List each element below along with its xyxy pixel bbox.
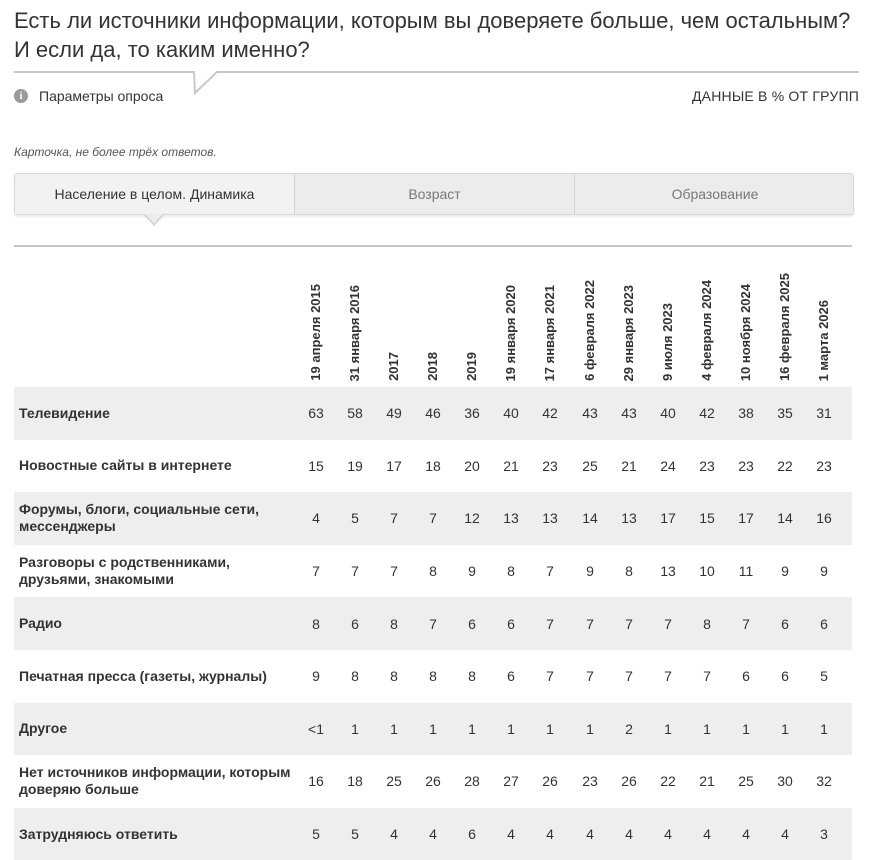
table-row [14,597,852,650]
table-cell: 1 [742,720,750,737]
table-cell: 21 [621,457,637,474]
table-cell: 36 [464,405,480,422]
table-cell: 21 [503,457,519,474]
row-label: Радио [19,615,62,632]
table-cell: 46 [425,405,441,422]
card-note: Карточка, не более трёх ответов. [14,145,217,159]
tab-education[interactable]: Образование [671,186,759,202]
table-row [14,440,852,493]
table-cell: 16 [816,510,832,527]
tab-age[interactable]: Возраст [295,174,575,214]
tab-population-dynamics[interactable]: Население в целом. Динамика [15,174,295,214]
row-label: Разговоры с родственниками, друзьями, знакомыми [19,554,230,588]
table-cell: 6 [781,615,789,632]
table-cell: 7 [429,510,437,527]
table-cell: 1 [468,720,476,737]
table-cell: 5 [820,668,828,685]
info-icon: i [14,89,28,103]
table-cell: 4 [742,826,750,843]
table-cell: 24 [660,457,676,474]
table-cell: 1 [507,720,515,737]
table-cell: 1 [664,720,672,737]
table-cell: 7 [703,668,711,685]
table-cell: 5 [351,510,359,527]
table-cell: 7 [546,668,554,685]
active-tab-pointer [145,214,163,224]
column-header: 19 января 2020 [503,284,518,381]
column-header: 19 апреля 2015 [308,284,323,381]
table-cell: 6 [468,615,476,632]
table-cell: 27 [503,773,519,790]
table-cell: 23 [699,457,715,474]
table-cell: 26 [542,773,558,790]
table-cell: 1 [781,720,789,737]
table-cell: 8 [468,668,476,685]
table-row [14,755,852,808]
table-cell: 7 [429,615,437,632]
table-cell: 25 [738,773,754,790]
row-label: Нет источников информации, которым доверяю больше [19,764,291,798]
survey-params-label: Параметры опроса [39,88,164,104]
table-cell: 4 [664,826,672,843]
column-header: 29 января 2023 [621,284,636,381]
table-cell: 20 [464,457,480,474]
units-label: ДАННЫЕ В % ОТ ГРУПП [692,88,859,104]
table-cell: 4 [703,826,711,843]
table-cell: 4 [312,510,320,527]
table-cell: 7 [625,668,633,685]
column-header: 4 февраля 2024 [699,280,714,381]
table-cell: 7 [546,615,554,632]
table-cell: 9 [820,563,828,580]
table-cell: 63 [308,405,324,422]
row-label: Другое [19,720,68,737]
column-header: 1 марта 2026 [816,299,831,381]
table-cell: 3 [820,826,828,843]
table-cell: 1 [351,720,359,737]
table-cell: 35 [777,405,793,422]
row-label: Печатная пресса (газеты, журналы) [19,667,267,684]
table-cell: 9 [468,563,476,580]
table-cell: 2 [625,720,633,737]
table-cell: 58 [347,405,363,422]
column-header: 9 июля 2023 [660,303,675,381]
table-cell: 14 [582,510,598,527]
table-cell: 17 [738,510,754,527]
table-cell: 43 [582,405,598,422]
table-cell: 7 [742,615,750,632]
table-cell: 9 [312,668,320,685]
table-cell: 8 [390,668,398,685]
table-cell: 23 [582,773,598,790]
table-cell: 7 [546,563,554,580]
table-cell: 5 [312,826,320,843]
table-cell: 1 [703,720,711,737]
table-cell: 10 [699,563,715,580]
callout-notch [193,71,219,95]
table-cell: 8 [625,563,633,580]
table-cell: 1 [390,720,398,737]
table-cell: 8 [429,668,437,685]
table-cell: 6 [781,668,789,685]
table-cell: 7 [312,563,320,580]
table-row [14,387,852,440]
table-cell: 19 [347,457,363,474]
table-cell: 18 [347,773,363,790]
table-cell: 16 [308,773,324,790]
table-cell: 26 [425,773,441,790]
table-cell: 15 [699,510,715,527]
table-cell: 8 [390,615,398,632]
table-cell: 30 [777,773,793,790]
table-row [14,545,852,598]
column-header: 2017 [386,352,401,381]
table-cell: <1 [308,720,324,737]
table-cell: 42 [542,405,558,422]
table-cell: 8 [351,668,359,685]
table-cell: 6 [351,615,359,632]
table-cell: 26 [621,773,637,790]
table-cell: 4 [586,826,594,843]
table-cell: 4 [781,826,789,843]
table-cell: 7 [390,563,398,580]
table-cell: 1 [546,720,554,737]
column-header: 16 февраля 2025 [777,272,792,381]
table-cell: 1 [820,720,828,737]
table-cell: 9 [781,563,789,580]
table-cell: 13 [621,510,637,527]
table-cell: 7 [625,615,633,632]
table-cell: 25 [386,773,402,790]
table-cell: 11 [738,563,754,580]
table-cell: 42 [699,405,715,422]
column-header: 2019 [464,352,479,381]
table-cell: 4 [390,826,398,843]
table-cell: 25 [582,457,598,474]
row-label: Телевидение [19,404,110,421]
table-cell: 6 [507,668,515,685]
table-cell: 4 [429,826,437,843]
table-cell: 14 [777,510,793,527]
table-cell: 6 [468,826,476,843]
table-cell: 7 [351,563,359,580]
table-cell: 6 [507,615,515,632]
table-cell: 6 [742,668,750,685]
table-row [14,703,852,756]
table-cell: 7 [586,615,594,632]
table-row [14,650,852,703]
table-cell: 7 [664,615,672,632]
table-cell: 1 [429,720,437,737]
table-cell: 17 [660,510,676,527]
table-cell: 7 [664,668,672,685]
column-header: 10 ноября 2024 [738,283,753,381]
table-cell: 9 [586,563,594,580]
table-row [14,492,852,545]
table-cell: 43 [621,405,637,422]
table-cell: 7 [586,668,594,685]
table-cell: 38 [738,405,754,422]
column-header: 2018 [425,352,440,381]
table-cell: 23 [542,457,558,474]
table-cell: 13 [660,563,676,580]
table-cell: 4 [507,826,515,843]
question-title: Есть ли источники информации, которым вы доверяете больше, чем остальным? И если да, то каким именно? [14,8,851,62]
table-cell: 8 [312,615,320,632]
table-cell: 40 [660,405,676,422]
table-cell: 8 [507,563,515,580]
tab-bar [14,173,854,215]
table-cell: 15 [308,457,324,474]
table-cell: 31 [816,405,832,422]
table-cell: 23 [816,457,832,474]
table-cell: 13 [542,510,558,527]
table-cell: 13 [503,510,519,527]
table-cell: 6 [820,615,828,632]
table-cell: 1 [586,720,594,737]
row-label: Затрудняюсь ответить [19,825,178,842]
column-header: 6 февраля 2022 [582,280,597,381]
table-top-divider [14,245,852,247]
table-cell: 23 [738,457,754,474]
row-label: Форумы, блоги, социальные сети, мессенджеры [19,501,260,535]
table-cell: 8 [429,563,437,580]
table-cell: 32 [816,773,832,790]
table-cell: 18 [425,457,441,474]
survey-params-link[interactable] [14,88,163,104]
table-cell: 8 [703,615,711,632]
column-header: 31 января 2016 [347,284,362,381]
title-divider [14,71,859,73]
table-row [14,808,852,860]
table-cell: 4 [546,826,554,843]
table-cell: 21 [699,773,715,790]
table-cell: 5 [351,826,359,843]
table-cell: 28 [464,773,480,790]
table-cell: 22 [660,773,676,790]
table-cell: 7 [390,510,398,527]
table-cell: 49 [386,405,402,422]
table-cell: 12 [464,510,480,527]
column-header: 17 января 2021 [542,284,557,381]
table-cell: 22 [777,457,793,474]
table-cell: 40 [503,405,519,422]
table-cell: 17 [386,457,402,474]
row-label: Новостные сайты в интернете [19,457,232,474]
table-cell: 4 [625,826,633,843]
